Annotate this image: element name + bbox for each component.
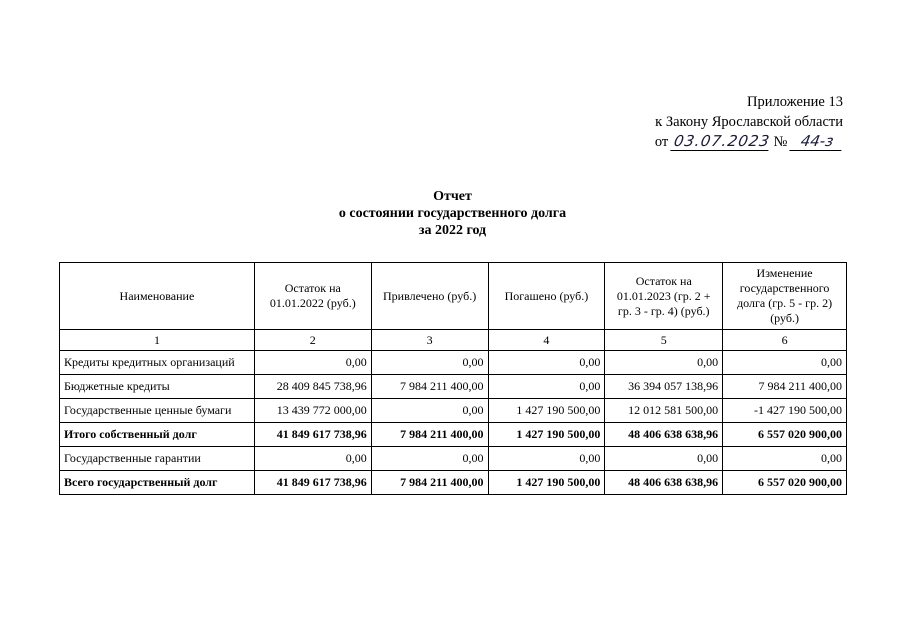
- cell-repaid: 1 427 190 500,00: [488, 399, 605, 423]
- table-row: [60, 351, 847, 375]
- cell-change: 6 557 020 900,00: [723, 423, 847, 447]
- column-number: 3: [371, 330, 488, 351]
- cell-balance-end: 48 406 638 638,96: [605, 423, 723, 447]
- cell-balance-end: 0,00: [605, 351, 723, 375]
- cell-balance-start: 0,00: [254, 351, 371, 375]
- cell-repaid: 1 427 190 500,00: [488, 423, 605, 447]
- cell-borrowed: 7 984 211 400,00: [371, 471, 488, 495]
- cell-borrowed: 7 984 211 400,00: [371, 423, 488, 447]
- report-title: [260, 188, 645, 239]
- column-number: 4: [488, 330, 605, 351]
- cell-repaid: 0,00: [488, 447, 605, 471]
- cell-borrowed: 0,00: [371, 399, 488, 423]
- cell-balance-end: 36 394 057 138,96: [605, 375, 723, 399]
- cell-change: 7 984 211 400,00: [723, 375, 847, 399]
- cell-repaid: 0,00: [488, 375, 605, 399]
- title-line-2: о состоянии государственного долга: [338, 206, 567, 221]
- cell-balance-end: 0,00: [605, 447, 723, 471]
- number-label: №: [773, 134, 788, 150]
- column-numbers-row: [60, 330, 847, 351]
- header-balance-end: Остаток на 01.01.2023 (гр. 2 + гр. 3 - гр. 4) (руб.): [605, 263, 723, 330]
- annex-law-reference: к Закону Ярославской области: [655, 114, 843, 130]
- cell-borrowed: 0,00: [371, 447, 488, 471]
- table-row-total: [60, 471, 847, 495]
- cell-change: 0,00: [723, 351, 847, 375]
- header-row: [60, 263, 847, 330]
- cell-repaid: 0,00: [488, 351, 605, 375]
- row-name: Всего государственный долг: [60, 471, 255, 495]
- row-name: Государственные ценные бумаги: [60, 399, 255, 423]
- handwritten-number: 44-з: [789, 132, 844, 151]
- column-number: 5: [605, 330, 723, 351]
- column-number: 6: [723, 330, 847, 351]
- table-row-subtotal: [60, 423, 847, 447]
- table-row: [60, 399, 847, 423]
- cell-change: -1 427 190 500,00: [723, 399, 847, 423]
- cell-balance-start: 0,00: [254, 447, 371, 471]
- cell-balance-end: 12 012 581 500,00: [605, 399, 723, 423]
- header-change: Изменение государственного долга (гр. 5 - гр. 2) (руб.): [723, 263, 847, 330]
- annex-date-line: [655, 132, 843, 152]
- cell-borrowed: 0,00: [371, 351, 488, 375]
- row-name: Итого собственный долг: [60, 423, 255, 447]
- column-number: 2: [254, 330, 371, 351]
- header-name: Наименование: [60, 263, 255, 330]
- handwritten-date: 03.07.2023: [670, 132, 771, 151]
- cell-balance-start: 28 409 845 738,96: [254, 375, 371, 399]
- cell-balance-start: 41 849 617 738,96: [254, 423, 371, 447]
- from-label: от: [654, 134, 669, 150]
- cell-balance-start: 13 439 772 000,00: [254, 399, 371, 423]
- column-number: 1: [60, 330, 255, 351]
- table-row: [60, 375, 847, 399]
- cell-change: 0,00: [723, 447, 847, 471]
- debt-report-table: [59, 262, 847, 495]
- cell-repaid: 1 427 190 500,00: [488, 471, 605, 495]
- annex-header: [655, 92, 843, 152]
- cell-change: 6 557 020 900,00: [723, 471, 847, 495]
- annex-number: Приложение 13: [747, 94, 843, 110]
- row-name: Кредиты кредитных организаций: [60, 351, 255, 375]
- table-row: [60, 447, 847, 471]
- cell-balance-end: 48 406 638 638,96: [605, 471, 723, 495]
- title-line-3: за 2022 год: [418, 223, 487, 238]
- row-name: Бюджетные кредиты: [60, 375, 255, 399]
- cell-borrowed: 7 984 211 400,00: [371, 375, 488, 399]
- header-repaid: Погашено (руб.): [488, 263, 605, 330]
- header-balance-start: Остаток на 01.01.2022 (руб.): [254, 263, 371, 330]
- title-line-1: Отчет: [433, 189, 472, 204]
- cell-balance-start: 41 849 617 738,96: [254, 471, 371, 495]
- header-borrowed: Привлечено (руб.): [371, 263, 488, 330]
- row-name: Государственные гарантии: [60, 447, 255, 471]
